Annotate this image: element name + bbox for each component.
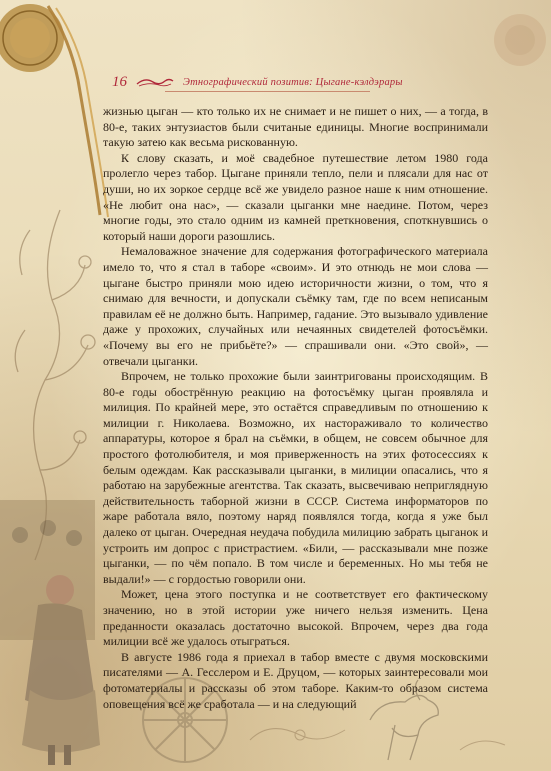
paragraph: В августе 1986 года я приехал в табор вместе с двумя московскими писателями — А. Гесслером и Е. Друцом, — которых заинтересовали мои фотоматериалы и рассказы об этом таборе. Каким-то образом система оповещения всё же сработала — и на следующий	[103, 649, 488, 711]
flourish-icon	[135, 76, 175, 88]
header-rule	[165, 91, 370, 92]
running-title: Этнографический позитив: Цыгане-кэлдэрары	[183, 76, 403, 88]
page-number: 16	[112, 73, 127, 90]
paragraph: Впрочем, не только прохожие были заинтригованы происходящим. В 80-е годы обострённую реакцию на фотосъёмку цыган проявляла и милиция. По крайней мере, это остаётся справедливым по отношению к милиции г. Николаева. Возможно, их настораживало то количество аппаратуры, которое я брал на съёмки, в общем, не совсем обычное для простого фотолюбителя, и моя приверженность на этих фотосессиях к белым одеждам. Как рассказывали цыганки, в милиции опасались, что я работаю на зарубежные агентства. Так сказать, высвечиваю неприглядную действительность таборной жизни в СССР. Система информаторов по жаре работала вяло, поэтому наряд появлялся тогда, когда я уже был далеко от цыган. Очередная неудача побудила милицию забрать цыганок и устроить им допрос с пристрастием. «Били, — рассказывали мне позже цыганки, — по чём попало. В том числе и беременных. Но мы тебя не выдали!» — с гордостью говорили они.	[103, 369, 488, 586]
body-text	[103, 104, 488, 712]
paragraph: Немаловажное значение для содержания фотографического материала имело то, что я стал в таборе «своим». И это отнюдь не мои слова — цыгане быстро приняли мою идею историчности жизни, о том, что я снимаю для вечности, и допускали съёмку там, где по всем неписаным правилам её не должно быть. Например, гадание. Это вызывало удивление даже у прохожих, случайных или нечаянных свидетелей фотосъёмки. «Почему вы его не прибьёте?» — спрашивали они. «Это свой», — отвечали цыганки.	[103, 244, 488, 368]
paragraph: Может, цена этого поступка и не соответствует его фактическому значению, но в этой истории уже ничего нельзя изменить. Цена преданности оказалась достаточно высокой. Впрочем, через два года милиции всё же удалось отыграться.	[103, 587, 488, 649]
paragraph: К слову сказать, и моё свадебное путешествие летом 1980 года пролегло через табор. Цыгане приняли тепло, пели и плясали для нас от души, но их зоркое сердце всё же увидело разное наше к ним отношение. «Не любит она нас», — сказали цыганки мне наедине. Потом, через многие годы, это стало одним из камней преткновения, споткнувшись о который наши дороги разошлись.	[103, 150, 488, 243]
running-header	[112, 72, 403, 92]
vintage-photo-illustration	[0, 500, 95, 640]
rose-icon	[494, 14, 546, 66]
floral-sprig-icon	[250, 729, 505, 750]
paragraph: жизнью цыган — кто только их не снимает и не пишет о них, — а тогда, в 80-е, таких энтузиастов были считаные единицы. Многие воспринимали такую затею как весьма рискованную.	[103, 104, 488, 150]
